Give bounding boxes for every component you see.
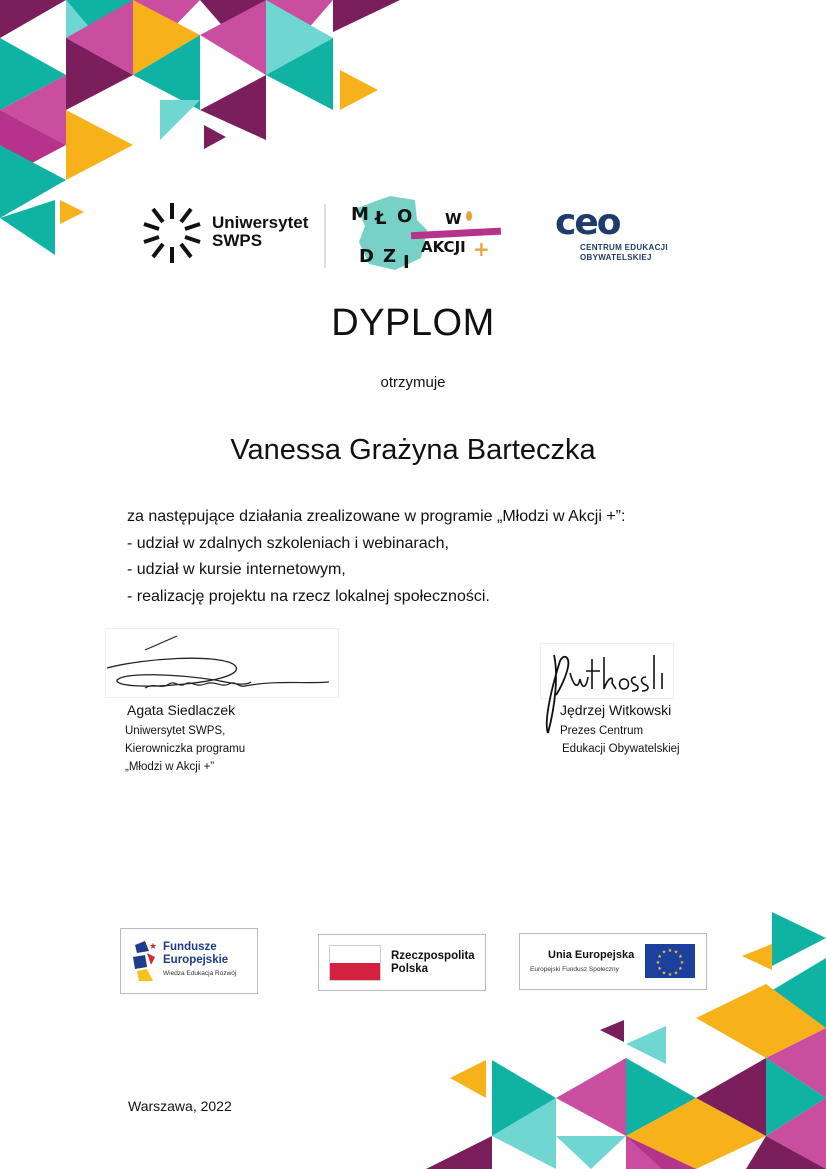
svg-text:★: ★ [655, 960, 661, 966]
achievement-item: - realizację projektu na rzecz lokalnej społeczności. [127, 587, 490, 605]
signatory-right-line2: Edukacji Obywatelskiej [562, 743, 680, 755]
svg-text:★: ★ [678, 954, 683, 960]
svg-text:Z: Z [383, 246, 397, 267]
place-and-date: Warszawa, 2022 [128, 1098, 232, 1114]
svg-text:★: ★ [657, 954, 662, 960]
program-logo [345, 190, 505, 276]
university-line1: Uniwersytet [212, 213, 309, 232]
svg-text:D: D [359, 246, 374, 267]
svg-text:★: ★ [661, 970, 667, 977]
svg-text:W: W [445, 210, 462, 228]
svg-text:★: ★ [657, 966, 662, 972]
swps-sun-icon [139, 200, 205, 266]
fe-line2: Europejskie [163, 954, 229, 966]
fundusze-europejskie-icon [131, 939, 157, 983]
recipient-name: Vanessa Grażyna Barteczka [230, 434, 596, 466]
signatory-left-name: Agata Siedlaczek [127, 702, 236, 718]
svg-text:+: + [473, 237, 490, 261]
signatory-left-line1: Uniwersytet SWPS, [125, 725, 226, 737]
svg-text:★: ★ [673, 970, 679, 977]
achievements-text [127, 504, 625, 610]
achievements-intro: za następujące działania zrealizowane w programie „Młodzi w Akcji +”: [127, 508, 626, 525]
receives-label: otrzymuje [380, 374, 446, 391]
svg-text:★: ★ [667, 948, 673, 954]
ceo-line1: CENTRUM EDUKACJI [580, 243, 668, 252]
svg-text:★: ★ [149, 941, 157, 951]
svg-text:Ł: Ł [375, 208, 387, 229]
logo-divider [324, 204, 326, 268]
svg-text:I: I [403, 252, 410, 273]
svg-text:★: ★ [661, 949, 667, 956]
ceo-subtitle [580, 243, 668, 263]
svg-text:★: ★ [679, 960, 685, 966]
rp-line2: Polska [391, 963, 429, 975]
svg-text:O: O [397, 206, 413, 227]
ceo-line2: OBYWATELSKIEJ [580, 253, 652, 262]
signatory-left-line3: „Młodzi w Akcji +” [125, 761, 215, 773]
svg-text:★: ★ [678, 966, 683, 972]
signatory-right-name: Jędrzej Witkowski [560, 702, 672, 718]
signatory-right-line1: Prezes Centrum [560, 725, 644, 737]
ceo-logo [555, 204, 645, 240]
svg-text:★: ★ [673, 949, 679, 956]
rp-line1: Rzeczpospolita [391, 950, 475, 962]
achievement-item: - udział w zdalnych szkoleniach i webinarach, [127, 534, 449, 552]
university-logo-text [212, 214, 308, 250]
svg-text:AKCJI: AKCJI [421, 238, 466, 256]
fe-line1: Fundusze [163, 941, 217, 953]
university-line2: SWPS [212, 231, 263, 250]
fe-line3: Wiedza Edukacja Rozwój [163, 970, 237, 977]
svg-text:ceo: ceo [555, 204, 620, 240]
fundusze-europejskie-logo [120, 928, 258, 994]
achievement-item: - udział w kursie internetowym, [127, 561, 346, 578]
signature-left [105, 628, 339, 698]
eu-line1: Unia Europejska [548, 949, 635, 961]
svg-text:M: M [351, 204, 369, 225]
polish-flag-icon [329, 945, 381, 981]
decorative-triangles-bottom-right [426, 908, 826, 1169]
eu-line2: Europejski Fundusz Społeczny [530, 966, 619, 973]
svg-text:★: ★ [667, 972, 673, 978]
diploma-title: DYPLOM [331, 302, 495, 344]
signatory-left-line2: Kierowniczka programu [125, 743, 246, 755]
